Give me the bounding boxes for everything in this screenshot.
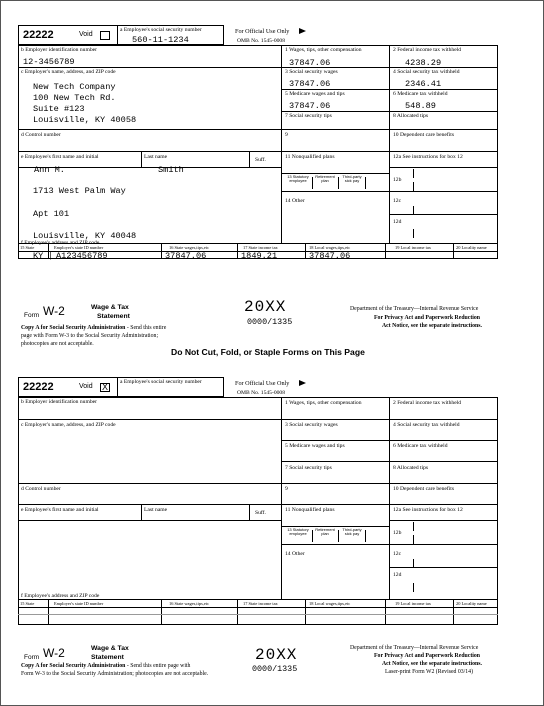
employee-line-2[interactable]: Apt 101: [33, 209, 70, 219]
employer-line-4[interactable]: Louisville, KY 40058: [33, 115, 137, 125]
box-11-label-2: 11 Nonqualified plans: [285, 507, 335, 513]
last-name-label: Last name: [144, 154, 168, 160]
box-15-id-label: Employer's state ID number: [54, 245, 104, 250]
box-4-label-2: 4 Social security tax withheld: [393, 422, 460, 428]
box-12a-label: 12a See instructions for box 12: [393, 154, 463, 160]
box-12c-label-2: 12c: [393, 551, 402, 557]
dept-treasury: Department of the Treasury—Internal Revenue Service: [350, 306, 479, 312]
omb-number: OMB No. 1545-0008: [237, 38, 286, 44]
form-name-2: W-2: [43, 646, 65, 660]
box-6-value[interactable]: 548.89: [405, 101, 436, 111]
privacy-line-1: For Privacy Act and Paperwork Reduction: [374, 315, 480, 321]
box-16-label-2: 16 State wages,tips,etc: [169, 601, 209, 606]
box-13-sick-pay-2: Third-party sick pay: [342, 527, 362, 537]
box-19-label-2: 19 Local income tax: [395, 601, 431, 606]
box-15-state[interactable]: KY: [33, 251, 44, 261]
box-7-label-2: 7 Social security tips: [285, 465, 332, 471]
dept-treasury-2: Department of the Treasury—Internal Revenue Service: [350, 645, 479, 651]
box-18-label: 18 Local wages,tips,etc: [309, 245, 351, 250]
box-15-label-2: 15 State: [20, 601, 35, 606]
first-name-value[interactable]: Ann M.: [34, 165, 65, 175]
box-3-label-2: 3 Social security wages: [285, 422, 338, 428]
suff-label-2: Suff.: [255, 510, 266, 516]
official-use: For Official Use Only: [235, 28, 290, 35]
box-3-value[interactable]: 37847.06: [289, 79, 331, 89]
copy-a-line-3: photocopies are not acceptable.: [21, 341, 94, 347]
main-grid: [18, 45, 498, 259]
box-c-label: c Employer's name, address, and ZIP code: [21, 69, 116, 75]
ein-value[interactable]: 12-3456789: [23, 57, 75, 67]
control-code: 22222: [23, 29, 54, 41]
box-4-label: 4 Social security tax withheld: [393, 69, 460, 75]
box-1-label: 1 Wages, tips, other compensation: [285, 47, 362, 53]
box-12a-label-2: 12a See instructions for box 12: [393, 507, 463, 513]
box-14-label: 14 Other: [285, 198, 305, 204]
box-3-label: 3 Social security wages: [285, 69, 338, 75]
box-1-label-2: 1 Wages, tips, other compensation: [285, 400, 362, 406]
box-a-label: a Employee's social security number: [120, 27, 202, 33]
box-18-value[interactable]: 37847.06: [309, 251, 351, 261]
box-2-label: 2 Federal income tax withheld: [393, 47, 462, 53]
box-2-label-2: 2 Federal income tax withheld: [393, 400, 462, 406]
box-6-label-2: 6 Medicare tax withheld: [393, 443, 448, 449]
employer-line-3[interactable]: Suite #123: [33, 104, 85, 114]
box-6-label: 6 Medicare tax withheld: [393, 91, 448, 97]
box-d-label: d Control number: [21, 132, 61, 138]
box-14-label-2: 14 Other: [285, 551, 305, 557]
statement-title-2: Statement: [91, 654, 124, 661]
void-label-2: Void: [79, 383, 93, 390]
box-2-value[interactable]: 4238.29: [405, 58, 442, 68]
copy-a-line-1-2: Copy A for Social Security Administration - Send this entire page with: [21, 663, 191, 669]
statement-title: Statement: [97, 313, 130, 320]
box-12b-label-2: 12b: [393, 530, 402, 536]
box-5-value[interactable]: 37847.06: [289, 101, 331, 111]
privacy-line-2-2: Act Notice, see the separate instructions.: [382, 661, 482, 667]
box-5-label-2: 5 Medicare wages and tips: [285, 443, 345, 449]
box-9-label-2: 9: [285, 486, 288, 492]
last-name-value[interactable]: Smith: [158, 165, 184, 175]
void-checkbox-2[interactable]: X: [101, 382, 108, 392]
box-20-label-2: 20 Locality name: [456, 601, 487, 606]
box-8-label-2: 8 Allocated tips: [393, 465, 429, 471]
year-2: 20XX: [255, 646, 298, 664]
box-15-label: 15 State: [20, 245, 35, 250]
void-checkbox[interactable]: [100, 31, 110, 40]
box-13-sick-pay: Third-party sick pay: [342, 174, 362, 184]
form-word: Form: [24, 312, 40, 319]
laser-print-note: Laser-print Form W2 (Revised 03/14): [385, 669, 474, 675]
box-f-label-2: f Employee's address and ZIP code: [21, 593, 100, 599]
box-12b-label: 12b: [393, 177, 402, 183]
form-code-2: 0000/1335: [252, 664, 298, 674]
box-13-retirement-2: Retirement plan: [315, 527, 335, 537]
control-code-2: 22222: [23, 381, 54, 393]
w2-page: 22222 Void a Employee's social security number 560-11-1234 For Official Use Only OMB No. 1545-0008 b Employer identification number 12-3456789 c Employer's name, address, and ZIP code New Tech Company 100 New Tech Rd. Suite #123 Louisville, KY 40058 d Control number e Employee's first name and initial Last name Suff. Ann M. Smith 1713 West Palm Way Apt 101 Louisville, KY 40048 f Employee's address and ZIP code 1 Wages, tips, other compensation 37847.06 2 Federal income tax withheld 4238.29 3 Social security wages 37847.06 4 Social security tax withheld 2346.41 5 Medicare wages and tips 37847.06 6 Medicare tax withheld 548.89 7 Social security tips 8 Allocated tips 9 10 Dependent care benefits 11 Nonqualified plans 12a See instructions for box 12 13 Statutory employee Retirement plan Third-party sick pay 12b 14 Other 12c 12d 15 State Employer's state ID number 16 State wages,tips,etc 17 State income tax 18 Local wages,tips,etc 19 Local income tax 20 Locality name KY | A123456789 37847.06 1849.21 37847.06 Form W-2 Wage & Tax Statement 20XX 0000/1335 Department of the Treasury—Internal Revenue Service For Privacy Act and Paperwork Reduction Act Notice, see the separate instructions. Copy A for Social Security Administration - Send this entire page with Form W-3 to the Social Security Administration; photocopies are not acceptable. Do Not Cut, Fold, or Staple Forms on This Page 22222 Void X a Employee's social security number For Official Use Only OMB No. 1545-0008 b Employer identification number c Employer's name, address, and ZIP code d Control number e Employee's first name and initial Last name Suff. f Employee's address and ZIP code 1 Wages, tips, other compensation 2 Federal income tax withheld 3 Social security wages 4 Social security tax withheld 5 Medicare wages and tips 6 Medicare tax withheld 7 Social security tips 8 Allocated tips 9 10 Dependent care benefits 11 Nonqualified plans 12a See instructions for box 12 13 Statutory employee Retirement plan Third-party sick pay 12b 14 Other 12c 12d 15 State Employer's state ID number 16 State wages,tips,etc 17 State income tax 18 Local wages,tips,etc 19 Local income tax 20 Locality name Form W-2 Wage & Tax Statement 20XX 0000/1335 Department of the Treasury—Internal Revenue Service For Privacy Act and Paperwork Reduction Act Notice, see the separate instructions. Laser-print Form W2 (Revised 03/14) Copy A for Social Security Administration - Send this entire page with Form W-3 to the Social Security Administration; photocopies are not acceptable.: [0, 0, 544, 706]
omb-number-2: OMB No. 1545-0008: [237, 390, 286, 396]
wage-tax-title-2: Wage & Tax: [91, 645, 129, 652]
box-10-label: 10 Dependent care benefits: [393, 132, 455, 138]
arrow-icon: [299, 28, 306, 34]
box-1-value[interactable]: 37847.06: [289, 58, 331, 68]
year: 20XX: [244, 298, 287, 316]
box-17-value[interactable]: 1849.21: [241, 251, 278, 261]
box-b-label-2: b Employer identification number: [21, 399, 97, 405]
box-13-retirement: Retirement plan: [315, 174, 335, 184]
box-17-label-2: 17 State income tax: [243, 601, 278, 606]
box-20-label: 20 Locality name: [456, 245, 487, 250]
box-16-label: 16 State wages,tips,etc: [169, 245, 209, 250]
employee-line-1[interactable]: 1713 West Palm Way: [33, 186, 126, 196]
box-15-id-label-2: Employer's state ID number: [54, 601, 104, 606]
box-12c-label: 12c: [393, 198, 402, 204]
box-b-label: b Employer identification number: [21, 47, 97, 53]
employer-line-1[interactable]: New Tech Company: [33, 82, 116, 92]
box-19-label: 19 Local income tax: [395, 245, 431, 250]
copy-a-line-2: page with Form W-3 to the Social Security Administration;: [21, 333, 159, 339]
privacy-line-2: Act Notice, see the separate instructions.: [382, 323, 482, 329]
box-15-state-id[interactable]: A123456789: [56, 251, 108, 261]
last-name-label-2: Last name: [144, 507, 168, 513]
form-code: 0000/1335: [247, 317, 293, 327]
box-11-label: 11 Nonqualified plans: [285, 154, 335, 160]
box-16-value[interactable]: 37847.06: [165, 251, 207, 261]
box-c-label-2: c Employer's name, address, and ZIP code: [21, 422, 116, 428]
copy-a-line-1: Copy A for Social Security Administration - Send this entire: [21, 325, 167, 331]
employee-line-3[interactable]: Louisville, KY 40048: [33, 231, 137, 241]
ssn-value[interactable]: 560-11-1234: [132, 35, 189, 45]
box-13-statutory-2: 13 Statutory employee: [287, 527, 309, 537]
box-12d-label-2: 12d: [393, 572, 402, 578]
box-17-label: 17 State income tax: [243, 245, 278, 250]
box-f-label: f Employee's address and ZIP code: [21, 240, 100, 246]
box-12d-label: 12d: [393, 219, 402, 225]
copy-a-line-2-2: Form W-3 to the Social Security Administration; photocopies are not acceptable.: [21, 671, 209, 677]
form-name: W-2: [43, 304, 65, 318]
box-18-label-2: 18 Local wages,tips,etc: [309, 601, 351, 606]
box-5-label: 5 Medicare wages and tips: [285, 91, 345, 97]
arrow-icon-2: [299, 380, 306, 386]
privacy-line-1-2: For Privacy Act and Paperwork Reduction: [374, 653, 480, 659]
void-label: Void: [79, 31, 93, 38]
box-d-label-2: d Control number: [21, 486, 61, 492]
official-use-2: For Official Use Only: [235, 380, 290, 387]
box-4-value[interactable]: 2346.41: [405, 79, 442, 89]
suff-label: Suff.: [255, 157, 266, 163]
box-e-label-2: e Employee's first name and initial: [21, 507, 99, 513]
wage-tax-title: Wage & Tax: [91, 304, 129, 311]
box-13-statutory: 13 Statutory employee: [287, 174, 309, 184]
box-8-label: 8 Allocated tips: [393, 113, 429, 119]
form-word-2: Form: [24, 654, 40, 661]
box-e-label: e Employee's first name and initial: [21, 154, 99, 160]
box-a-label-2: a Employee's social security number: [120, 379, 202, 385]
box-7-label: 7 Social security tips: [285, 113, 332, 119]
employer-line-2[interactable]: 100 New Tech Rd.: [33, 93, 116, 103]
separator-notice: Do Not Cut, Fold, or Staple Forms on This Page: [171, 347, 365, 357]
box-10-label-2: 10 Dependent care benefits: [393, 486, 455, 492]
box-9-label: 9: [285, 132, 288, 138]
